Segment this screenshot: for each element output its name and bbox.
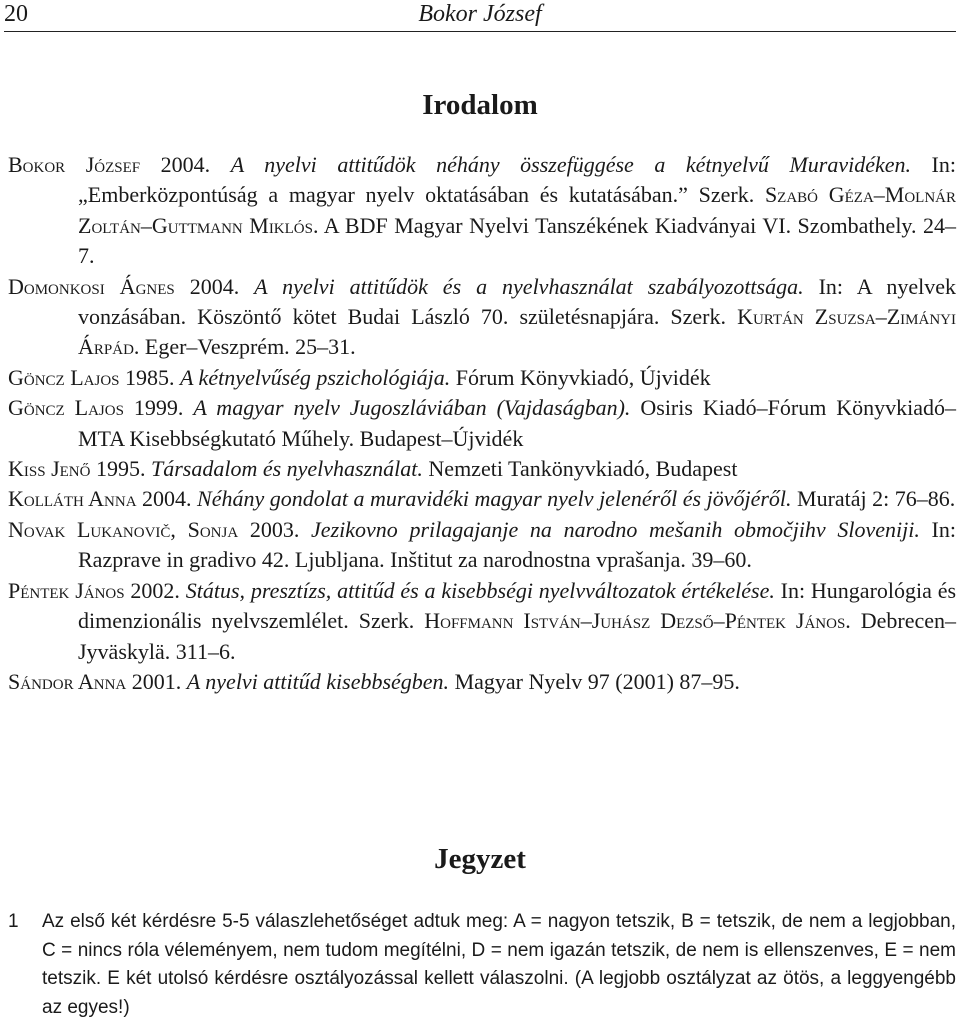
ref-part: In: A nyelvek vonzásában. Köszöntő kötet Budai László 70. születésnapjára. Szerk.: [78, 273, 957, 330]
ref-part: Kiss Jenő: [8, 456, 91, 482]
ref-part: 1995.: [90, 456, 151, 482]
ref-part: Nemzeti Tankönyvkiadó, Budapest: [422, 456, 738, 482]
ref-part: A nyelvi attitűdök és a nyelvhasználat szabályozottsága.: [254, 273, 804, 299]
ref-part: Státus, presztízs, attitűd és a kisebbségi nyelvváltozatok értékelése.: [185, 577, 775, 603]
reference-entry: [8, 454, 956, 484]
ref-part: Magyar Nyelv 97 (2001) 87–95.: [449, 668, 740, 694]
reference-entry: [8, 515, 956, 576]
ref-part: A nyelvi attitűd kisebbségben.: [186, 668, 450, 694]
ref-part: In: Hungarológia és dimenzionális nyelvszemlélet. Szerk.: [78, 577, 957, 634]
ref-part: Szabó Géza–Molnár Zoltán–Guttmann Miklós: [78, 182, 957, 238]
ref-part: Muratáj 2: 76–86.: [791, 486, 956, 512]
ref-part: 2004.: [140, 152, 231, 177]
ref-part: Péntek János: [8, 577, 125, 603]
reference-entry: [8, 363, 956, 393]
ref-part: A kétnyelvűség pszichológiája.: [180, 364, 451, 390]
ref-part: . Debrecen–Jyväskylä. 311–6.: [78, 608, 956, 664]
ref-part: A nyelvi attitűdök néhány összefüggése a kétnyelvű Muravidéken.: [230, 152, 912, 177]
footnote: [8, 908, 956, 1022]
ref-part: Bokor József: [8, 152, 141, 177]
footnote-number: 1: [8, 911, 19, 932]
ref-part: . Eger–Veszprém. 25–31.: [133, 334, 356, 360]
ref-part: Sándor Anna: [8, 668, 127, 694]
ref-part: Novak Lukanovič, Sonja: [8, 516, 239, 542]
reference-entry: [8, 272, 956, 363]
page-number: 20: [4, 1, 28, 27]
ref-part: . A BDF Magyar Nyelvi Tanszékének Kiadványai VI. Szombathely. 24–7.: [78, 212, 956, 269]
ref-part: In: „Emberközpontúság a magyar nyelv oktatásában és kutatásában.” Szerk.: [78, 152, 956, 208]
ref-part: 1999.: [123, 395, 194, 421]
ref-part: Jezikovno prilagajanje na narodno mešanih območjihv Sloveniji.: [311, 516, 920, 542]
ref-part: A magyar nyelv Jugoszláviában (Vajdaságban).: [193, 395, 631, 421]
reference-entry: [8, 484, 956, 514]
ref-part: Néhány gondolat a muravidéki magyar nyelv jelenéről és jövőjéről.: [197, 486, 792, 512]
ref-part: Kolláth Anna: [8, 486, 137, 512]
running-head: Bokor József: [418, 1, 542, 27]
ref-part: 2003.: [238, 516, 312, 542]
reference-list: [8, 150, 956, 697]
reference-entry: [8, 667, 956, 697]
ref-part: 2004.: [174, 273, 255, 299]
ref-part: Kurtán Zsuzsa–Zimányi Árpád: [78, 304, 957, 360]
reference-entry: [8, 393, 956, 454]
page-header: [4, 0, 956, 32]
ref-part: 2001.: [126, 668, 187, 694]
ref-part: In: Razprave in gradivo 42. Ljubljana. Inštitut za narodnostna vprašanja. 39–60.: [78, 516, 956, 573]
references-title: Irodalom: [422, 89, 538, 121]
ref-part: Osiris Kiadó–Fórum Könyvkiadó–MTA Kisebbségkutató Műhely. Budapest–Újvidék: [78, 395, 957, 451]
reference-entry: [8, 150, 956, 272]
ref-part: Göncz Lajos: [8, 364, 120, 390]
notes-title: Jegyzet: [434, 843, 526, 875]
footnote-text: Az első két kérdésre 5-5 válaszlehetőséget adtuk meg: A = nagyon tetszik, B = tetszik, de nem a legjobban, C = nincs róla véleményem, nem tudom megítélni, D = nem igazán tetszik, de nem is ellenszenves, E = nem tetszik. E két utolsó kérdésre osztályozással kellett válaszolni. (A legjobb osztályzat az ötös, a leggyengébb az egyes!): [42, 911, 956, 1018]
ref-part: Társadalom és nyelvhasználat.: [150, 456, 423, 482]
ref-part: 2004.: [136, 486, 198, 512]
footnotes: [8, 908, 956, 1022]
ref-part: 2002.: [124, 577, 186, 603]
ref-part: Göncz Lajos: [8, 395, 124, 421]
ref-part: 1985.: [119, 364, 181, 390]
reference-entry: [8, 576, 956, 667]
ref-part: Domonkosi Ágnes: [8, 273, 175, 299]
ref-part: Hoffmann István–Juhász Dezső–Péntek János: [424, 608, 846, 634]
ref-part: Fórum Könyvkiadó, Újvidék: [450, 364, 711, 390]
